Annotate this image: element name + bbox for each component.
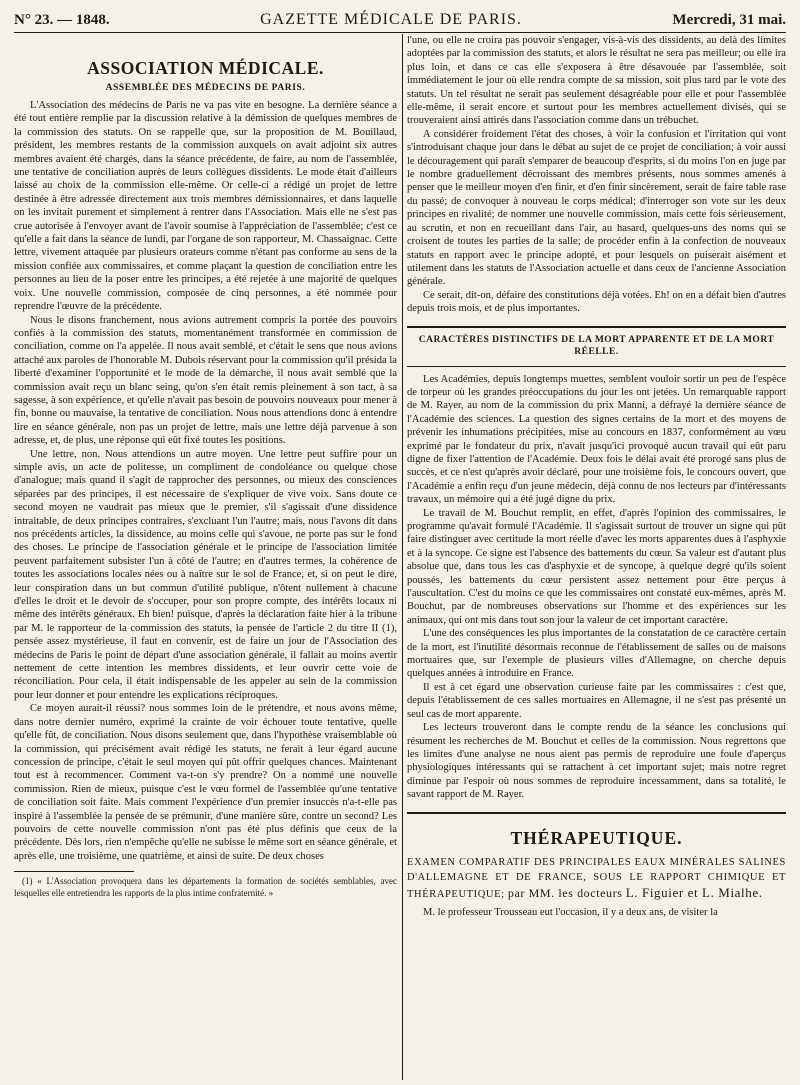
left-column <box>14 40 397 1080</box>
footnote: (1) « L'Association provoquera dans les départements la formation de sociétés semblables, avec lesquelles elle entretiendra les rapports de la plus intime confraternité. » <box>14 876 397 898</box>
paragraph: l'une, ou elle ne croira pas pouvoir s'engager, vis-à-vis des dissidents, au delà des limites adoptées par la commission des statuts, et alors le résultat ne sera pas meilleur; ou elle ira plus loin, et dans ce cas elle s'exposera à être désavouée par l'assemblée, soit immédiatement le jour où elle rendra compte de sa mission, soit plus tard par le vote des statuts. Un tel résultat ne serait pas seulement désagréable pour elle et pour l'assemblée elle-même, il serait encore et surtout pour les membres actuellement divisés, qui se trouveraient ainsi attirés dans l'association comme dans un trébuchet. <box>407 35 786 127</box>
paragraph: Nous le disons franchement, nous avions autrement compris la portée des pouvoirs confiés à la commission des statuts, momentanément transformée en commission de conciliation, comme on l'a appelée. Il nous avait semblé, et c'était le sens que nous avions attaché aux paroles de l'honorable M. Dubois réservant pour la commission qu'il présida la liberté d'examiner l'opportunité et le mode de la démarche, il nous avait semblé que la commission avait reçu un blanc seing, qu'on s'en était remis pleinement à son tact, à sa sagesse, à son expérience, et qu'elle n'avait pas besoin de pouvoirs nouveaux pour mener à fin, bonne ou mauvaise, la tentative de conciliation. Nous nous attendions donc à entendre lire en séance générale, non pas un projet de lettre, mais une lettre déjà parvenue à son adresse, et, de plus, une réponse qui eût fixé toutes les positions. <box>14 314 397 447</box>
exam-by-text: par MM. les docteurs <box>507 885 623 900</box>
issue-number: N° 23. — 1848. <box>14 12 110 28</box>
section-divider <box>407 812 786 814</box>
issue-date: Mercredi, 31 mai. <box>672 12 786 28</box>
subheading-assemblee: ASSEMBLÉE DES MÉDECINS DE PARIS. <box>105 83 306 93</box>
right-column <box>407 34 786 1074</box>
paragraph: Il est à cet égard une observation curieuse faite par les commissaires : c'est que, depuis l'établissement de ces salles mortuaires en Allemagne, il ne s'est pas présenté un seul cas de mort apparente. <box>407 681 786 720</box>
section-title-therapeutique: THÉRAPEUTIQUE. <box>510 827 683 848</box>
article-title-eaux-minerales <box>407 855 786 902</box>
exam-authors: L. Figuier et L. Mialhe. <box>625 884 763 900</box>
column-divider <box>402 34 403 1080</box>
section-title-association: ASSOCIATION MÉDICALE. <box>87 58 324 78</box>
masthead <box>14 6 786 33</box>
paragraph: Le travail de M. Bouchut remplit, en effet, d'après l'opinion des commissaires, le programme qu'avait formulé l'Académie. Il s'agissait surtout de trouver un signe qui pût faire distinguer avec certitude la mort réelle d'avec les morts apparentes dues à l'asphyxie et à la syncope. Ce signe est l'absence des battements du cœur. Sa valeur est d'autant plus absolue que, dans tous les cas d'asphyxie et de syncope, à quelque degré qu'ils soient poussés, les battements du cœur persistent assez nettement pour être perçus à l'auscultation. C'est du moins ce que les commissaires ont constaté eux-mêmes, après M. Bouchut, par de nombreuses observations sur l'homme et des expériences sur les animaux, qui ont mis dans tout son jour la valeur de cet important caractère. <box>407 507 786 626</box>
publication-title: GAZETTE MÉDICALE DE PARIS. <box>260 11 522 28</box>
paragraph: L'Association des médecins de Paris ne va pas vite en besogne. La dernière séance a été tout entière remplie par la discussion relative à la démission de quelques membres de la commission des statuts. On se rappelle que, sur la proposition de M. Bouillaud, président, les membres restants de la commission auxquels on avait adjoint six autres membres avaient été chargés, dans la séance précédente, de faire, au nom de l'assemblée, une tentative de conciliation auprès de leurs collègues dissidents. Le mode était d'ailleurs laissé au choix de la commission elle-même. Or celle-ci a rédigé un projet de lettre destinée à être adressée directement aux trois membres démissionnaires, et dans laquelle on les invitait purement et simplement à rentrer dans l'Association. Mais elle ne s'est pas crue autorisée à l'envoyer avant de l'avoir soumise à l'appréciation de l'assemblée; c'est ce qu'elle a fait dans la séance de lundi, par l'organe de son rapporteur, M. Chassaignac. Cette lettre, vivement attaquée par plusieurs orateurs comme n'étant pas conforme au sens de la mission confiée aux commissaires, et comme plaçant la question de conciliation entre les personnes au lieu de la poser entre les principes, a été rejetée à une majorité de quelques voix. Une nouvelle commission, composée de cinq personnes, a été nommée pour reprendre l'œuvre de la précédente. <box>14 100 397 313</box>
article-title-mort: CARACTÈRES DISTINCTIFS DE LA MORT APPARENTE ET DE LA MORT RÉELLE. <box>418 334 775 357</box>
paragraph: Les lecteurs trouveront dans le compte rendu de la séance les conclusions qui résument les recherches de M. Bouchut et celles de la commission. Nous regrettons que les limites d'une analyse ne nous aient pas permis de reproduire une foule d'aperçus physiologiques intéressants qui se rattachent à cet important sujet; mais notre regret diminue par l'espoir où nous sommes de reproduire incessamment, dans sa totalité, le savant rapport de M. Rayer. <box>407 722 786 801</box>
paragraph: Ce serait, dit-on, défaire des constitutions déjà votées. Eh! on en a défait bien d'autres depuis trois mois, et de plus importantes. <box>407 289 786 315</box>
footnote-divider <box>14 871 134 872</box>
exam-title-text: EXAMEN COMPARATIF DES PRINCIPALES EAUX MINÉRALES SALINES D'ALLEMAGNE ET DE FRANCE, SOUS LE RAPPORT CHIMIQUE ET THÉRAPEUTIQUE; <box>407 856 786 900</box>
newspaper-page <box>14 6 786 1081</box>
article-divider <box>407 326 786 328</box>
paragraph: M. le professeur Trousseau eut l'occasion, il y a deux ans, de visiter la <box>423 906 718 918</box>
paragraph: Ce moyen aurait-il réussi? nous sommes loin de le prétendre, et nous avons même, dans notre dernier numéro, exprimé la crainte de voir échouer toute tentative, quelle qu'elle fût, de conciliation. Nous disons seulement que, dans l'hypothèse vraisemblable où la commission, qui précisément avait rédigé les statuts, ne ferait à leur égard aucune concession de principe, c'était le seul moyen qui pût offrir quelques chances. Maintenant tout est à recommencer. Comment va-t-on s'y prendre? On a nommé une nouvelle commission. Rien de mieux, puisque c'est le vœu formel de l'assemblée qu'une tentative de conciliation soit faite. Mais comment l'expérience d'un premier insuccès n'a-t-elle pas inspiré à l'assemblée la pensée de se prémunir, d'une manière sûre, contre un second? Les pouvoirs de cette nouvelle commission n'ont pas été plus définis que ceux de la précédente. Dès lors, rien n'empêche qu'elle ne subisse le même sort en séance générale, et après elle, une troisième, une quatrième, et ainsi de suite. De deux choses <box>14 703 397 862</box>
paragraph: A considérer froidement l'état des choses, à voir la confusion et l'irritation qui vont s'introduisant chaque jour dans le débat au sujet de ce projet de conciliation; à voir aussi le découragement qui paraît s'emparer de beaucoup d'esprits, si du moins l'on en juge par le nombre graduellement décroissant des membres présents, nous sommes amenés à penser que le meilleur moyen d'en finir, et d'en finir sincèrement, serait de faire table rase du passé; de convoquer à nouveau le corps médical; d'interroger son vote sur les deux principes en rivalité; de nommer une nouvelle commission, mais cette fois sérieusement, au scrutin, et non en recueillant dans l'air, au hasard, quelques-uns des noms qui se croisent de toutes les parties de la salle; de procéder enfin à la confection de nouveaux statuts en rapport avec le principe adopté, et pour lesquels on puiserait aisément et utilement dans les statuts de l'Association actuelle et dans ceux de l'ancienne Association générale. <box>407 128 786 288</box>
paragraph: Les Académies, depuis longtemps muettes, semblent vouloir sortir un peu de l'espèce de torpeur où les grandes préoccupations du jour les ont jetées. Un remarquable rapport de M. Rayer, au nom de la commission du prix Manni, a défrayé la dernière séance de l'Académie des sciences. La question des signes certains de la mort et des moyens de prévenir les inhumations précipitées, mise au concours en 1837, conformément au vœu exprimé par le fondateur du prix, n'avait jusqu'ici provoqué aucun travail qui eût paru digne de fixer l'attention de l'Académie. Deux fois le délai avait été prorogé sans plus de succès, et ce n'est qu'après avoir déclaré, pour une troisième fois, le concours ouvert, que l'Académie a enfin reçu d'un jeune médecin, déjà connu de nos lecteurs par d'intéressants travaux, un mémoire qui a été jugé digne du prix. <box>407 373 786 506</box>
paragraph: L'une des conséquences les plus importantes de la constatation de ce caractère certain de la mort, est l'inutilité désormais reconnue de l'établissement de salles ou de maisons mortuaires que, sur l'exemple de plusieurs villes d'Allemagne, on cherche depuis quelques années à introduire en France. <box>407 628 786 680</box>
article-title-rule <box>407 366 786 367</box>
paragraph: Une lettre, non. Nous attendions un autre moyen. Une lettre peut suffire pour un simple avis, un acte de politesse, un compliment de condoléance ou quelque chose d'analogue; mais quand il s'agit de rapprocher des personnes, ou mieux des consciences séparées par des principes, il est nécessaire de s'expliquer de vive voix. Sans doute ce second moyen ne vaudrait pas mieux que le premier, s'il s'agissait d'une dissidence intraitable, de deux principes contraires, s'excluant l'un l'autre; mais, nous l'avons dit dans nos précédents articles, la dissidence, au moins celle qui s'avoue, ne porte pas sur le fond des choses. Le principe de l'association générale et le principe de l'association limitée peuvent parfaitement subsister l'un à côté de l'autre; en d'autres termes, la cohérence de toutes les associations locales nées ou à naître sur le sol de France, et, si on peut le dire, leur conspiration dans un but commun d'utilité publique, n'ôtent nullement à chacune d'elles le droit et le devoir de s'occuper, pour son propre compte, des intérêts locaux ni même des intérêts généraux. Eh bien! puisque, d'après la déclaration faite hier à la tribune par M. le rapporteur de la commission des statuts, la pensée de l'article 2 du titre II (1), pensée assez mystérieuse, il faut en convenir, est de faire un jour de l'Association des médecins de Paris le point de départ d'une association générale, il fallait au moins avertir nettement de cette intention les membres dissidents, et leur ouvrir cette voie de réconciliation. Pour cela, il était indispensable de les appeler au sein de la commission pour leur donner et pour entendre les explications réciproques. <box>14 448 397 701</box>
